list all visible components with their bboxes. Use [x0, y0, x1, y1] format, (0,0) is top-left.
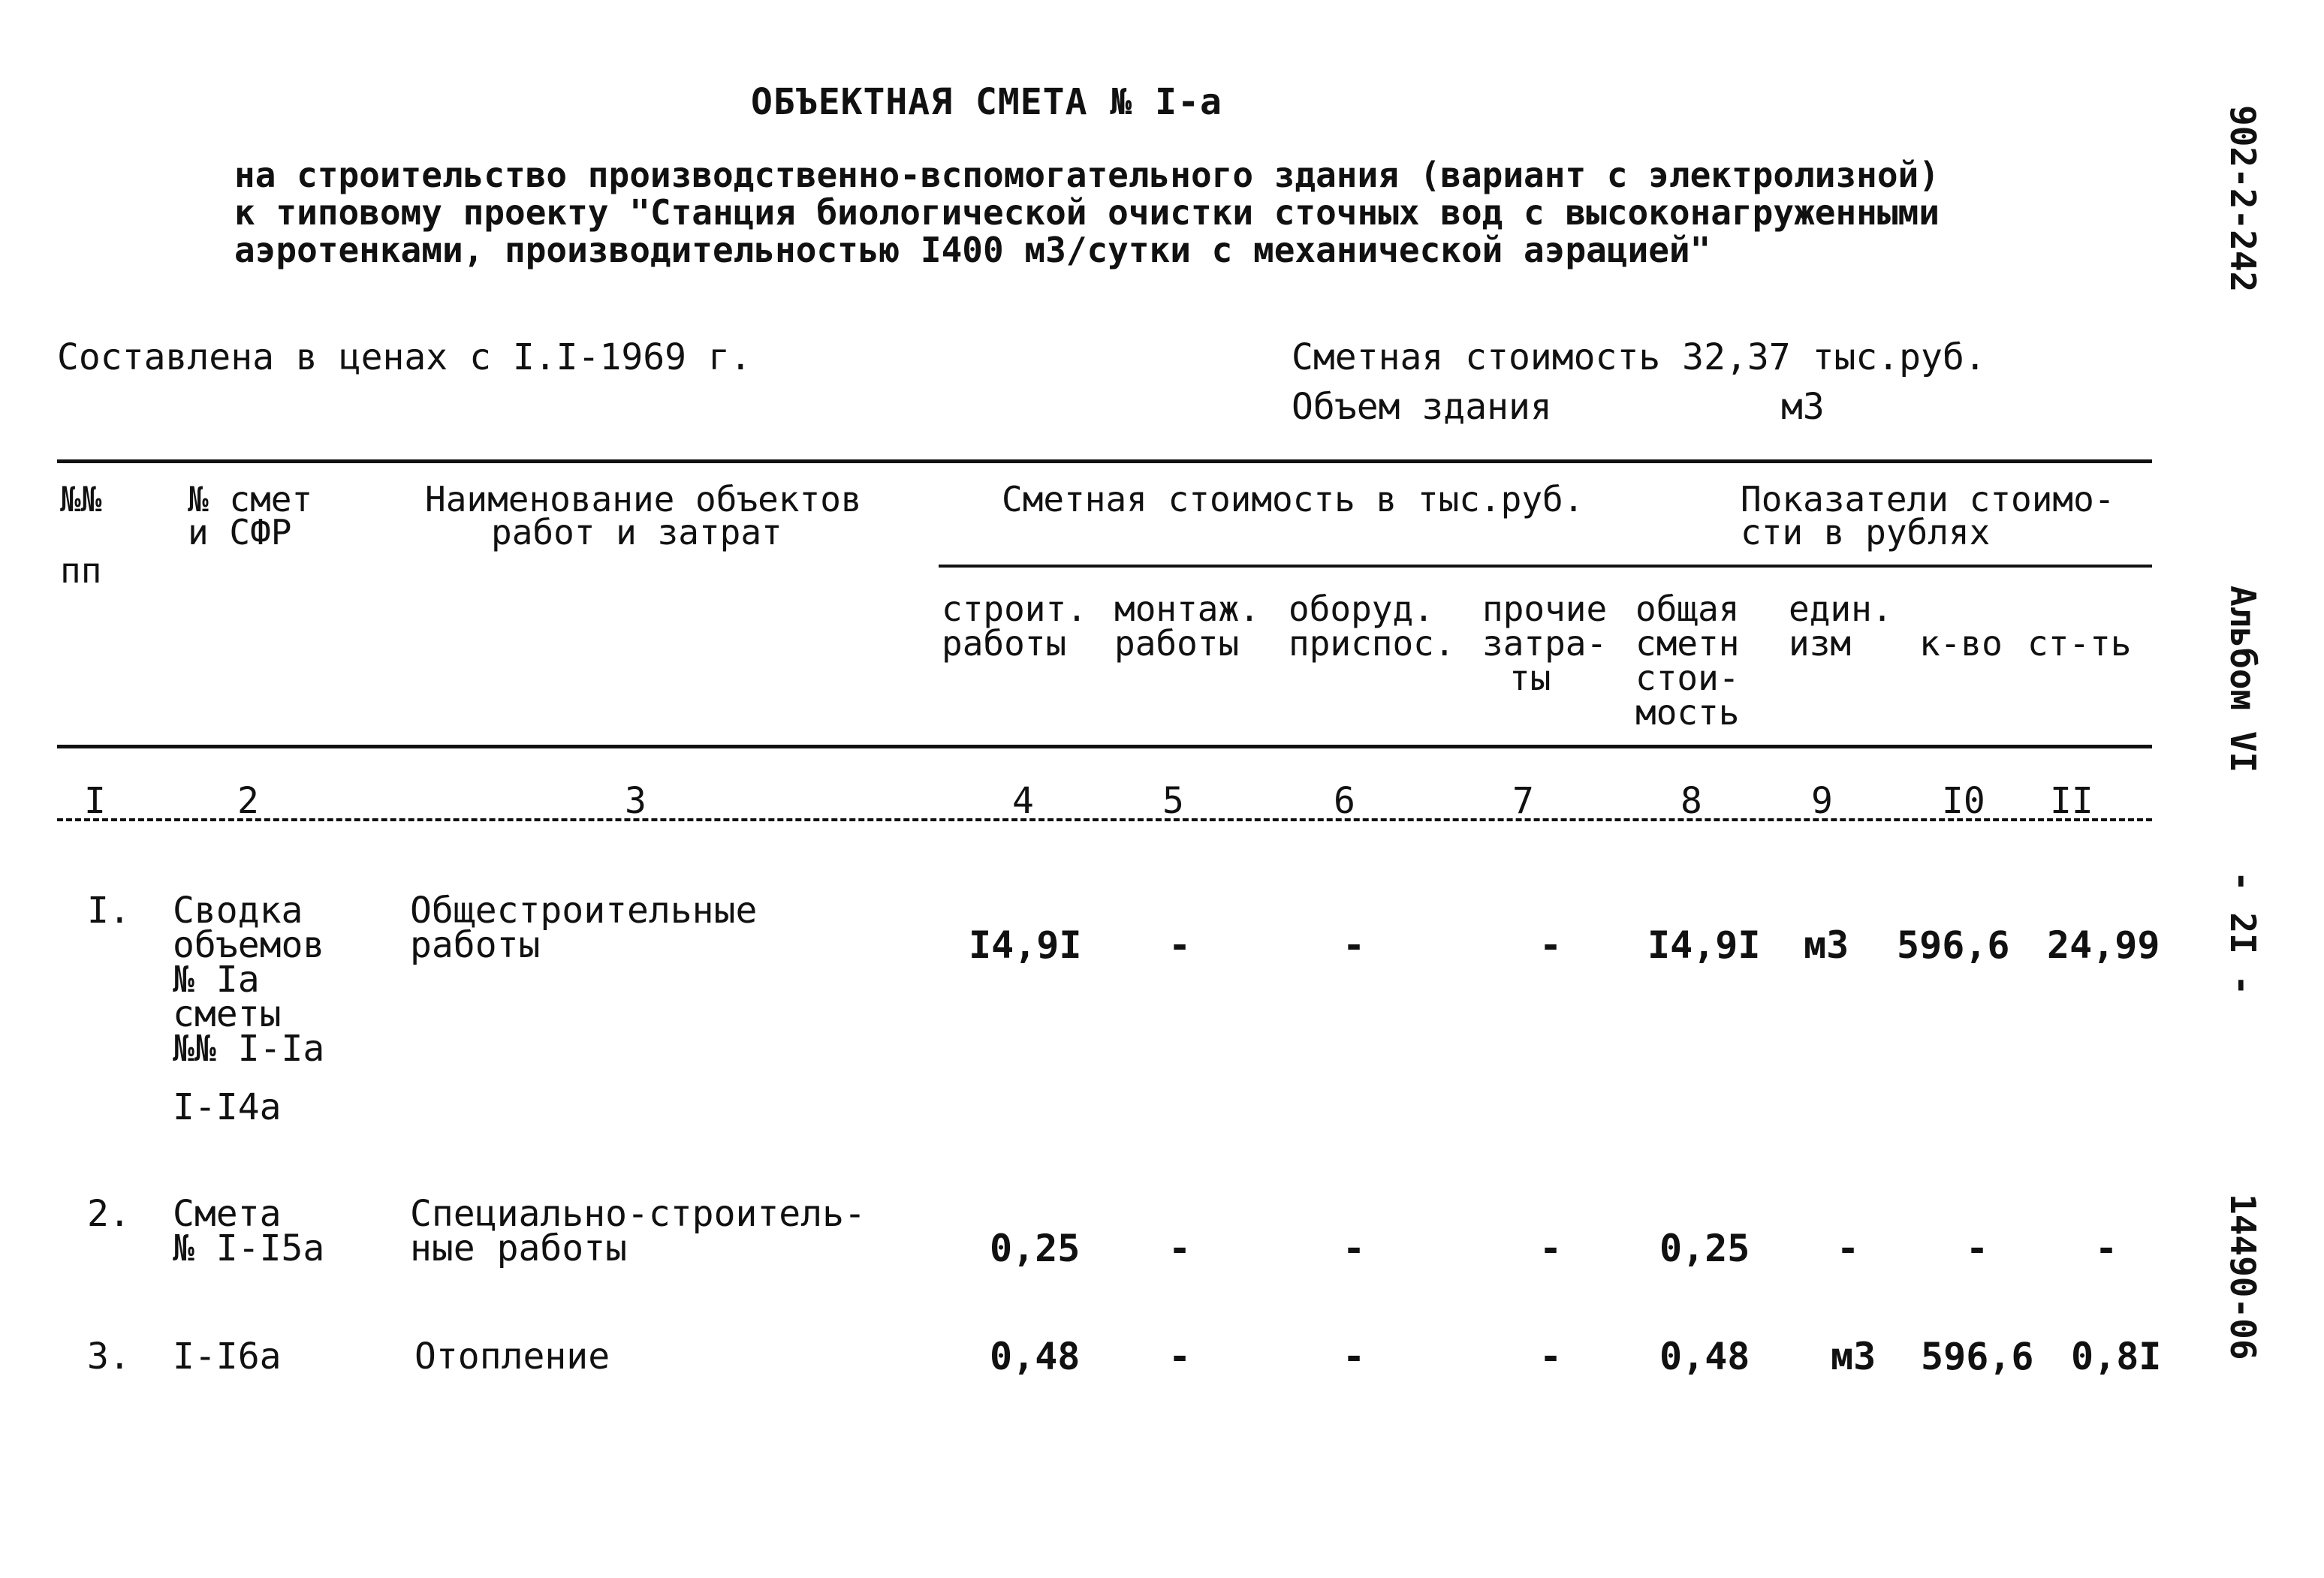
header-col4-line2: работы	[942, 623, 1067, 664]
header-col7-line1: прочие	[1482, 589, 1608, 629]
column-number: 6	[1334, 780, 1355, 822]
row-name-line: работы	[410, 924, 541, 966]
row-equip-cost: -	[1343, 923, 1366, 967]
row-unit-cost: 24,99	[2047, 923, 2160, 967]
row-ref-line: I-I4a	[173, 1086, 282, 1128]
column-number: 8	[1680, 780, 1702, 822]
row-number: 2.	[87, 1193, 131, 1235]
row-mount-cost: -	[1168, 1335, 1192, 1378]
row-equip-cost: -	[1343, 1227, 1366, 1270]
header-col3-line1: Наименование объектов	[425, 479, 862, 519]
row-ref-line: № Ia	[173, 959, 260, 1001]
side-page-label: - 2I -	[2223, 871, 2263, 996]
column-number: 3	[625, 780, 647, 822]
subtitle-line-1: на строительство производственно-вспомогательного здания (вариант с электролизной)	[234, 155, 1940, 195]
row-ref-line: сметы	[173, 993, 282, 1035]
row-name-line: Специально-строитель-	[410, 1193, 866, 1235]
column-number: I0	[1942, 780, 1985, 822]
row-ref-line: Смета	[173, 1193, 282, 1235]
side-album-label: Альбом VI	[2223, 586, 2263, 773]
row-other-cost: -	[1539, 1227, 1563, 1270]
row-ref-line: объемов	[173, 924, 325, 966]
header-col1-line1: №№	[60, 479, 102, 519]
header-col2-line1: № смет	[188, 479, 313, 519]
column-number: 7	[1512, 780, 1534, 822]
row-quantity: -	[1966, 1227, 1989, 1270]
header-col8-line2: сметн	[1635, 623, 1740, 664]
estimated-cost: Сметная стоимость 32,37 тыс.руб.	[1292, 336, 1986, 378]
column-number: 5	[1162, 780, 1184, 822]
column-number: I	[84, 780, 106, 822]
row-other-cost: -	[1539, 923, 1563, 967]
row-name-line: ные работы	[410, 1227, 627, 1269]
row-unit: м3	[1804, 923, 1849, 967]
row-quantity: 596,6	[1897, 923, 2010, 967]
table-top-rule	[57, 459, 2152, 463]
header-col6-line2: приспос.	[1289, 623, 1455, 664]
header-col7-line2: затра-	[1482, 623, 1608, 664]
row-equip-cost: -	[1343, 1335, 1366, 1378]
header-col8-line3: стои-	[1635, 658, 1740, 698]
building-volume-unit: м3	[1781, 386, 1825, 428]
row-unit: м3	[1831, 1335, 1876, 1378]
row-build-cost: 0,25	[990, 1227, 1081, 1270]
side-order-label: 14490-06	[2223, 1194, 2263, 1360]
header-col8-line4: мость	[1635, 692, 1740, 733]
header-col11: ст-ть	[2027, 623, 2132, 664]
row-build-cost: I4,9I	[969, 923, 1082, 967]
header-cost-group: Сметная стоимость в тыс.руб.	[1002, 479, 1584, 519]
prices-note: Составлена в ценах с I.I-1969 г.	[57, 336, 752, 378]
row-ref-line: Сводка	[173, 890, 303, 932]
header-col1-line2: пп	[60, 550, 102, 591]
column-number: 9	[1811, 780, 1833, 822]
column-number: II	[2050, 780, 2093, 822]
row-unit: -	[1837, 1227, 1860, 1270]
row-name-line: Общестроительные	[410, 890, 758, 932]
row-ref-line: I-I6a	[173, 1336, 282, 1378]
row-number: I.	[87, 890, 131, 932]
row-unit-cost: -	[2095, 1227, 2118, 1270]
header-col8-line1: общая	[1635, 589, 1740, 629]
column-number: 2	[237, 780, 259, 822]
row-other-cost: -	[1539, 1335, 1563, 1378]
header-col7-line3: ты	[1509, 658, 1551, 698]
header-col5-line1: монтаж.	[1114, 589, 1260, 629]
row-total-cost: 0,25	[1659, 1227, 1750, 1270]
row-ref-line: №№ I-Iа	[173, 1028, 325, 1070]
header-col2-line2: и СФР	[188, 512, 292, 553]
row-total-cost: I4,9I	[1647, 923, 1761, 967]
header-indicator-group-line1: Показатели стоимо-	[1741, 479, 2115, 519]
header-col9-line1: един.	[1789, 589, 1893, 629]
row-quantity: 596,6	[1921, 1335, 2034, 1378]
header-bottom-rule	[57, 745, 2152, 748]
column-numbers-rule	[57, 818, 2152, 821]
row-ref-line: № I-I5a	[173, 1227, 325, 1269]
row-name-line: Отопление	[414, 1336, 610, 1378]
cost-group-rule	[939, 565, 2152, 568]
header-col9-line2: изм	[1789, 623, 1852, 664]
column-number: 4	[1012, 780, 1034, 822]
header-indicator-group-line2: сти в рублях	[1741, 512, 1991, 553]
row-mount-cost: -	[1168, 1227, 1192, 1270]
header-col10: к-во	[1919, 623, 2003, 664]
row-total-cost: 0,48	[1659, 1335, 1750, 1378]
row-number: 3.	[87, 1336, 131, 1378]
header-col3-line2: работ и затрат	[491, 512, 782, 553]
row-mount-cost: -	[1168, 923, 1192, 967]
subtitle-line-3: аэротенками, производительностью I400 м3/сутки с механической аэрацией"	[234, 230, 1711, 270]
building-volume-label: Объем здания	[1292, 386, 1552, 428]
document-title: ОБЪЕКТНАЯ СМЕТА № I-a	[751, 81, 1222, 123]
row-unit-cost: 0,8I	[2071, 1335, 2162, 1378]
subtitle-line-2: к типовому проекту "Станция биологической очистки сточных вод с высоконагруженными	[234, 192, 1940, 233]
header-col5-line2: работы	[1114, 623, 1240, 664]
header-col4-line1: строит.	[942, 589, 1087, 629]
row-build-cost: 0,48	[990, 1335, 1081, 1378]
header-col6-line1: оборуд.	[1289, 589, 1434, 629]
side-code-label: 902-2-242	[2223, 105, 2263, 293]
